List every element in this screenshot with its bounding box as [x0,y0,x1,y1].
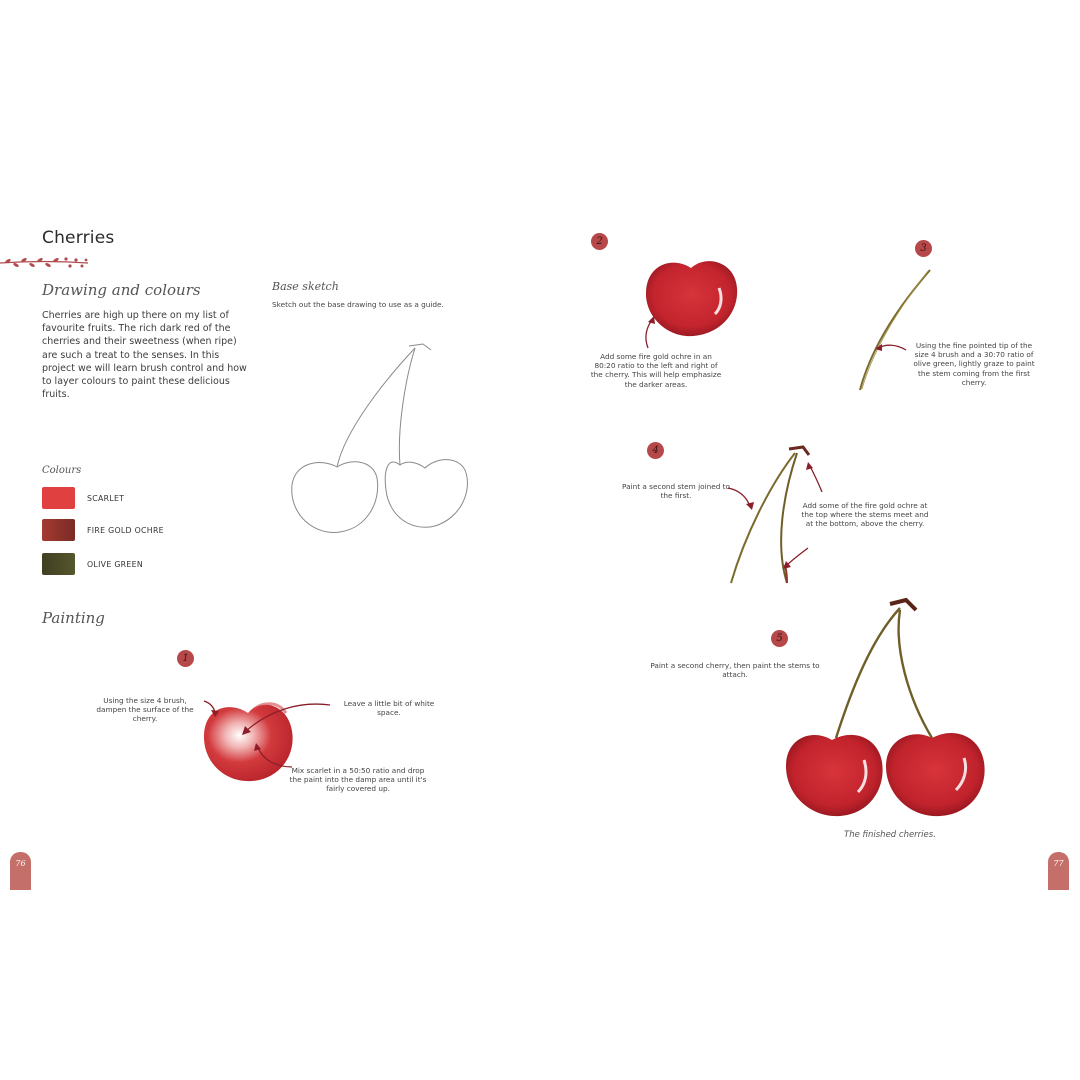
step-5-badge: 5 [771,630,788,647]
step-1-note-mix-scarlet: Mix scarlet in a 50:50 ratio and drop the paint into the damp area until it's fairly covered up. [289,766,427,794]
olive-green-swatch [42,553,75,575]
step-1-note-white-space: Leave a little bit of white space. [343,699,435,718]
swatch-label: SCARLET [87,493,125,503]
step-1-note-dampen: Using the size 4 brush, dampen the surface of the cherry. [96,696,194,724]
step-1-badge: 1 [177,650,194,667]
finished-cherries-caption: The finished cherries. [844,830,936,840]
step-1-arrows [200,695,460,775]
base-sketch-text: Sketch out the base drawing to use as a guide. [272,300,444,309]
step-4-badge: 4 [647,442,664,459]
step-2-badge: 2 [591,233,608,250]
step-4-note-second-stem: Paint a second stem joined to the first. [622,482,730,501]
page-number-77: 77 [1048,852,1069,890]
drawing-and-colours-heading: Drawing and colours [42,281,201,299]
page-number-76: 76 [10,852,31,890]
painting-heading: Painting [42,609,105,627]
step-3-arrow [872,338,912,358]
step-3-note: Using the fine pointed tip of the size 4 brush and a 30:70 ratio of olive green, lightly graze to paint the stem coming from the first cherry. [913,341,1035,387]
step-4-arrows [726,458,826,588]
step-5-note: Paint a second cherry, then paint the stems to attach. [650,661,820,680]
step-4-note-ochre: Add some of the fire gold ochre at the top where the stems meet and at the bottom, above the cherry. [801,501,929,529]
intro-paragraph: Cherries are high up there on my list of favourite fruits. The rich dark red of the cherries and their sweetness (when ripe) are such a treat to the senses. In this project we will learn brush control and how to layer colours to paint these delicious fruits. [42,310,247,401]
base-sketch-heading: Base sketch [272,280,339,293]
base-sketch-drawing [285,340,485,540]
step-2-note: Add some fire gold ochre in an 80:20 ratio to the left and right of the cherry. This will help emphasize the darker areas. [590,352,722,389]
colours-heading: Colours [42,465,82,476]
decorative-branch-icon [0,254,100,274]
swatch-label: FIRE GOLD OCHRE [87,525,164,535]
step-3-badge: 3 [915,240,932,257]
colour-swatch-row [42,553,143,575]
page-title: Cherries [42,228,115,248]
colour-swatch-row [42,487,124,509]
swatch-label: OLIVE GREEN [87,559,143,569]
finished-cherries-illustration [782,598,992,828]
colour-swatch-row [42,519,164,541]
step-2-arrow [640,310,680,350]
scarlet-swatch [42,487,75,509]
fire-gold-ochre-swatch [42,519,75,541]
